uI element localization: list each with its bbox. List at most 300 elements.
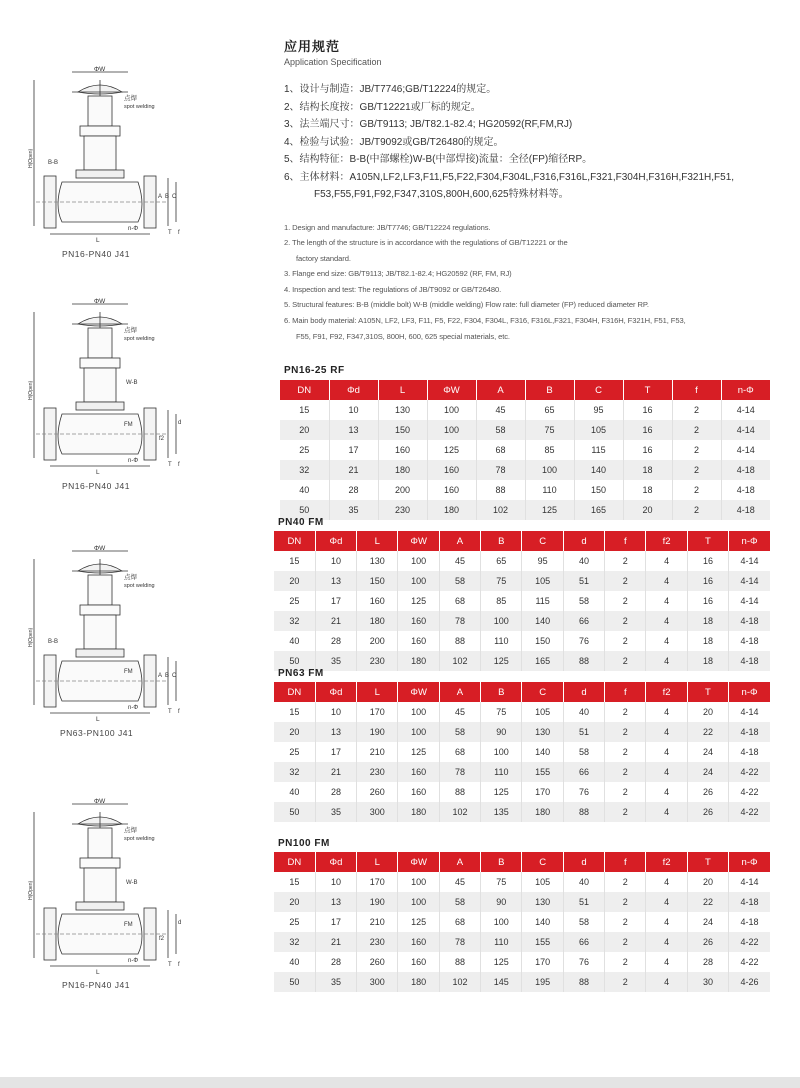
table-cell: 28 [329,480,378,500]
table-cell: 4 [646,782,687,802]
drawing-label: T [168,462,172,468]
table-cell: 21 [315,611,356,631]
table-cell: 66 [563,611,604,631]
table-cell: 18 [687,631,728,651]
table-cell: 4-18 [740,917,759,927]
table-cell: 4-14 [740,596,759,606]
table-cell: 100 [481,912,522,932]
table-cell: 4-14 [729,571,770,591]
drawing-label: L [96,716,100,723]
table-cell: 24 [687,742,728,762]
table-cell: 4-22 [729,802,770,822]
table-header-row [274,852,770,872]
table-cell: 2 [672,460,721,480]
table-cell: 2 [605,972,646,992]
table-row [274,742,770,762]
table-cell: 160 [398,952,439,972]
valve-drawing [28,66,188,246]
table-row [274,892,770,912]
column-header: T [687,531,728,551]
table-cell: 4-18 [729,611,770,631]
table-cell: 2 [605,742,646,762]
table-cell: 4 [646,631,687,651]
drawing-label: 点焊 [124,95,137,102]
table-cell: 88 [563,972,604,992]
column-header: L [357,531,398,551]
table-cell: 150 [522,631,563,651]
table-cell: 4 [646,912,687,932]
table-row [280,500,770,520]
table-cell: 4 [646,571,687,591]
table-row [274,802,770,822]
table-header-row [280,380,770,400]
table-cell: 28 [315,631,356,651]
table-cell: 85 [525,440,574,460]
table-cell: 88 [439,952,480,972]
table-cell: 25 [274,591,315,611]
column-header: n-Φ [729,682,770,702]
spec-item-cn: 1、设计与制造：JB/T7746;GB/T12224的规定。 [284,84,497,95]
table-cell: 18 [687,611,728,631]
table-cell: 2 [672,480,721,500]
table-cell: 18 [623,460,672,480]
table-cell: 78 [439,762,480,782]
table-title: PN100 FM [278,838,330,849]
table-row [274,782,770,802]
table-cell: 58 [563,912,604,932]
table-cell: 26 [687,802,728,822]
drawing-label: f [178,962,180,968]
table-cell: 2 [605,762,646,782]
table-cell: 140 [522,742,563,762]
table-cell: 2 [605,952,646,972]
drawing-label: ΦW [94,66,106,73]
table-cell: 15 [274,551,315,571]
column-header: f2 [646,531,687,551]
drawing-label: ΦW [94,545,106,552]
table-cell: 4-18 [740,636,759,646]
column-header: Φd [315,682,356,702]
table-cell: 165 [574,500,623,520]
spec-item-en: 4. Inspection and test: The regulations of JB/T9092 or GB/T26480. [284,284,502,294]
table-cell: 30 [687,972,728,992]
table-cell: 35 [315,972,356,992]
table-cell: 125 [398,591,439,611]
drawing-label: d [178,420,182,426]
column-header: Φd [315,852,356,872]
table-cell: 75 [481,702,522,722]
table-row [274,702,770,722]
table-cell: 76 [563,631,604,651]
table-cell: 20 [280,420,329,440]
drawing-label: spot welding [124,836,155,842]
table-cell: 35 [329,500,378,520]
table-cell: 150 [574,480,623,500]
table-cell: 25 [274,912,315,932]
table-cell: 18 [687,651,728,671]
table-cell: 68 [439,912,480,932]
spec-item-cn: 5、结构特征：B-B(中部螺栓)W-B(中部焊接)流量：全径(FP)缩径RP。 [284,154,593,165]
table-cell: 2 [672,500,721,520]
column-header: f [672,380,721,400]
table-cell: 145 [481,972,522,992]
drawing-label: B [165,194,170,200]
drawing-label: ΦW [94,798,106,805]
column-header: C [522,852,563,872]
drawing-label: B-B [48,160,59,166]
table-cell: 95 [574,400,623,420]
drawing-label: f [178,230,180,236]
table-cell: 130 [378,400,427,420]
table-cell: 66 [563,762,604,782]
table-cell: 68 [439,742,480,762]
table-cell: 200 [357,631,398,651]
table-row [274,651,770,671]
table-cell: 195 [522,972,563,992]
drawing-label: B-B [48,639,59,645]
drawing-label: FM [124,922,133,928]
table-row [280,440,770,460]
drawing-label: n-Φ [128,458,139,464]
drawing-label: L [96,237,100,244]
spec-item-cn: 6、主体材料：A105N,LF2,LF3,F11,F5,F22,F304,F304L,F316,F316L,F321,F304H,F316H,F321H,F51, [284,171,735,183]
table-cell: 110 [481,631,522,651]
table-cell: 45 [439,551,480,571]
spec-item-en: 1. Design and manufacture: JB/T7746; GB/T12224 regulations. [284,222,491,232]
table-cell: 4-14 [736,445,755,455]
drawing-label: H(Open) [28,880,34,900]
table-cell: 85 [481,591,522,611]
table-cell: 90 [481,892,522,912]
table-cell: 4-18 [736,485,755,495]
column-header: B [481,531,522,551]
column-header: Φd [315,531,356,551]
table-cell: 130 [522,722,563,742]
drawing-label: f [178,709,180,715]
table-cell: 40 [274,631,315,651]
table-cell: 40 [563,551,604,571]
spec-item-en: 6. Main body material: A105N, LF2, LF3, F11, F5, F22, F304, F304L, F316, F316L,F321, F304H, F316H, F321H, F51, F53, [284,316,686,326]
table-cell: 15 [280,400,329,420]
table-cell: 13 [315,722,356,742]
table-cell: 100 [398,892,439,912]
table-cell: 102 [439,651,480,671]
spec-table [274,852,770,992]
table-cell: 4-18 [729,651,770,671]
table-cell: 140 [522,912,563,932]
table-cell: 76 [563,952,604,972]
table-row [274,762,770,782]
table-cell: 78 [476,460,525,480]
column-header: L [357,852,398,872]
table-cell: 125 [398,742,439,762]
drawing-label: A [158,673,163,679]
gate-valve-schematic [28,798,188,978]
spec-table [274,531,770,671]
table-cell: 160 [398,782,439,802]
table-title: PN16-25 RF [284,365,345,376]
drawing-label: L [96,469,100,476]
column-header: d [563,531,604,551]
table-cell: 4 [646,932,687,952]
table-title: PN63 FM [278,668,324,679]
table-cell: 75 [525,420,574,440]
table-cell: 2 [672,400,721,420]
table-cell: 230 [357,932,398,952]
table-cell: 16 [687,571,728,591]
table-cell: 180 [357,611,398,631]
valve-drawing [28,798,188,978]
column-header: ΦW [398,852,439,872]
table-cell: 4 [646,611,687,631]
table-cell: 2 [605,722,646,742]
table-cell: 4 [646,591,687,611]
table-cell: 17 [315,912,356,932]
table-cell: 125 [427,440,476,460]
column-header: T [623,380,672,400]
table-cell: 4 [646,972,687,992]
table-cell: 2 [605,651,646,671]
table-cell: 24 [687,762,728,782]
column-header: n-Φ [729,531,770,551]
column-header: L [357,682,398,702]
table-cell: 25 [274,742,315,762]
table-cell: 4-26 [729,972,770,992]
table-cell: 65 [525,400,574,420]
drawing-label: C [172,673,177,679]
table-cell: 88 [563,651,604,671]
table-cell: 88 [439,631,480,651]
table-cell: 2 [605,782,646,802]
drawing-label: spot welding [124,336,155,342]
table-cell: 4-14 [740,707,759,717]
footer-bar [0,1077,800,1088]
table-cell: 140 [522,611,563,631]
table-cell: 51 [563,571,604,591]
spec-item-cn: F53,F55,F91,F92,F347,310S,800H,600,625特殊材料等。 [314,189,569,200]
table-cell: 4-22 [729,932,770,952]
table-cell: 4-18 [721,500,770,520]
table-cell: 13 [329,420,378,440]
table-cell: 51 [563,722,604,742]
table-cell: 100 [398,702,439,722]
table-cell: 50 [280,500,329,520]
drawing-label: f2 [159,936,165,942]
table-cell: 4 [646,702,687,722]
table-cell: 40 [274,782,315,802]
table-row [280,460,770,480]
table-cell: 210 [357,742,398,762]
table-cell: 13 [315,571,356,591]
table-cell: 28 [687,952,728,972]
column-header: B [525,380,574,400]
table-cell: 180 [398,802,439,822]
table-cell: 18 [623,480,672,500]
table-cell: 50 [274,651,315,671]
table-cell: 40 [280,480,329,500]
table-cell: 4-18 [721,460,770,480]
table-cell: 10 [315,872,356,892]
table-header-row [274,531,770,551]
table-cell: 100 [427,400,476,420]
table-cell: 100 [481,742,522,762]
table-cell: 88 [439,782,480,802]
table-cell: 10 [315,702,356,722]
column-header: ΦW [398,531,439,551]
table-cell: 190 [357,892,398,912]
table-cell: 115 [522,591,563,611]
table-cell: 16 [623,440,672,460]
table-cell: 4 [646,722,687,742]
gate-valve-schematic [28,545,188,725]
table-cell: 300 [357,802,398,822]
table-cell: 170 [357,702,398,722]
drawing-label: d [178,920,182,926]
table-row [280,420,770,440]
table-cell: 170 [357,872,398,892]
spec-table [274,682,770,822]
table-cell: 4 [646,872,687,892]
spec-list-chinese [284,81,784,204]
table-cell: 22 [687,892,728,912]
table-cell: 150 [357,571,398,591]
column-header: f [605,531,646,551]
valve-drawing [28,298,188,478]
table-cell: 58 [439,722,480,742]
drawing-label: T [168,230,172,236]
drawing-label: 点焊 [124,327,137,334]
column-header: n-Φ [721,380,770,400]
column-header: DN [274,531,315,551]
table-cell: 58 [439,892,480,912]
drawing-label: A [158,194,163,200]
spec-item-en: factory standard. [296,253,351,263]
table-cell: 40 [274,952,315,972]
table-cell: 95 [522,551,563,571]
drawing-label: H(Open) [28,380,34,400]
spec-item-en: F55, F91, F92, F347,310S, 800H, 600, 625 special materials, etc. [296,331,510,341]
column-header: A [476,380,525,400]
drawing-caption: PN16-PN40 J41 [62,481,130,491]
table-cell: 4-22 [729,762,770,782]
table-cell: 110 [481,762,522,782]
column-header: f2 [646,852,687,872]
table-cell: 125 [481,651,522,671]
table-cell: 100 [427,420,476,440]
drawing-label: f2 [159,436,165,442]
table-cell: 58 [439,571,480,591]
table-cell: 78 [439,611,480,631]
table-cell: 4-14 [740,556,759,566]
table-cell: 180 [427,500,476,520]
drawing-label: 点焊 [124,827,137,834]
table-cell: 100 [398,551,439,571]
table-cell: 76 [563,782,604,802]
table-cell: 45 [439,702,480,722]
table-cell: 300 [357,972,398,992]
table-cell: 102 [439,802,480,822]
table-row [274,952,770,972]
table-cell: 150 [378,420,427,440]
table-cell: 100 [398,571,439,591]
spec-item-cn: 2、结构长度按：GB/T12221或厂标的规定。 [284,101,481,113]
table-cell: 50 [274,802,315,822]
drawing-label: L [96,969,100,976]
table-cell: 16 [623,420,672,440]
drawing-label: f [178,462,180,468]
table-row [274,972,770,992]
table-cell: 155 [522,762,563,782]
table-cell: 165 [522,651,563,671]
table-cell: 2 [672,440,721,460]
table-cell: 24 [687,912,728,932]
table-cell: 88 [476,480,525,500]
table-cell: 75 [481,571,522,591]
table-cell: 130 [522,892,563,912]
gate-valve-schematic [28,298,188,478]
column-header: T [687,852,728,872]
table-cell: 100 [525,460,574,480]
column-header: A [439,531,480,551]
table-row [274,571,770,591]
drawing-caption: PN16-PN40 J41 [62,249,130,259]
table-cell: 4-14 [740,877,759,887]
drawing-label: T [168,962,172,968]
drawing-label: 点焊 [124,574,137,581]
table-cell: 100 [398,872,439,892]
drawing-label: W-B [126,380,138,386]
table-cell: 35 [315,802,356,822]
table-cell: 58 [476,420,525,440]
table-cell: 16 [687,551,728,571]
table-cell: 21 [329,460,378,480]
table-cell: 20 [274,722,315,742]
table-cell: 16 [687,591,728,611]
table-cell: 15 [274,872,315,892]
column-header: d [563,852,604,872]
table-cell: 110 [481,932,522,952]
column-header: C [522,531,563,551]
table-cell: 2 [672,420,721,440]
spec-item-en: 3. Flange end size: GB/T9113; JB/T82.1-82.4; HG20592 (RF, FM, RJ) [284,269,512,279]
table-cell: 2 [605,551,646,571]
table-cell: 32 [280,460,329,480]
table-cell: 230 [378,500,427,520]
table-cell: 13 [315,892,356,912]
table-cell: 78 [439,932,480,952]
valve-drawing [28,545,188,725]
table-title: PN40 FM [278,517,324,528]
spec-item-cn: 3、法兰端尺寸：GB/T9113; JB/T82.1-82.4; HG20592(RF,FM,RJ) [284,119,573,130]
table-cell: 170 [522,782,563,802]
table-cell: 20 [274,892,315,912]
table-cell: 100 [481,611,522,631]
table-cell: 4 [646,551,687,571]
table-cell: 2 [605,611,646,631]
gate-valve-schematic [28,66,188,246]
table-cell: 66 [563,932,604,952]
table-cell: 10 [329,400,378,420]
table-cell: 2 [605,892,646,912]
table-cell: 4-18 [729,892,770,912]
column-header: f [605,682,646,702]
table-cell: 20 [274,571,315,591]
column-header: d [563,682,604,702]
column-header: DN [280,380,329,400]
table-cell: 32 [274,611,315,631]
table-cell: 17 [315,591,356,611]
column-header: C [522,682,563,702]
